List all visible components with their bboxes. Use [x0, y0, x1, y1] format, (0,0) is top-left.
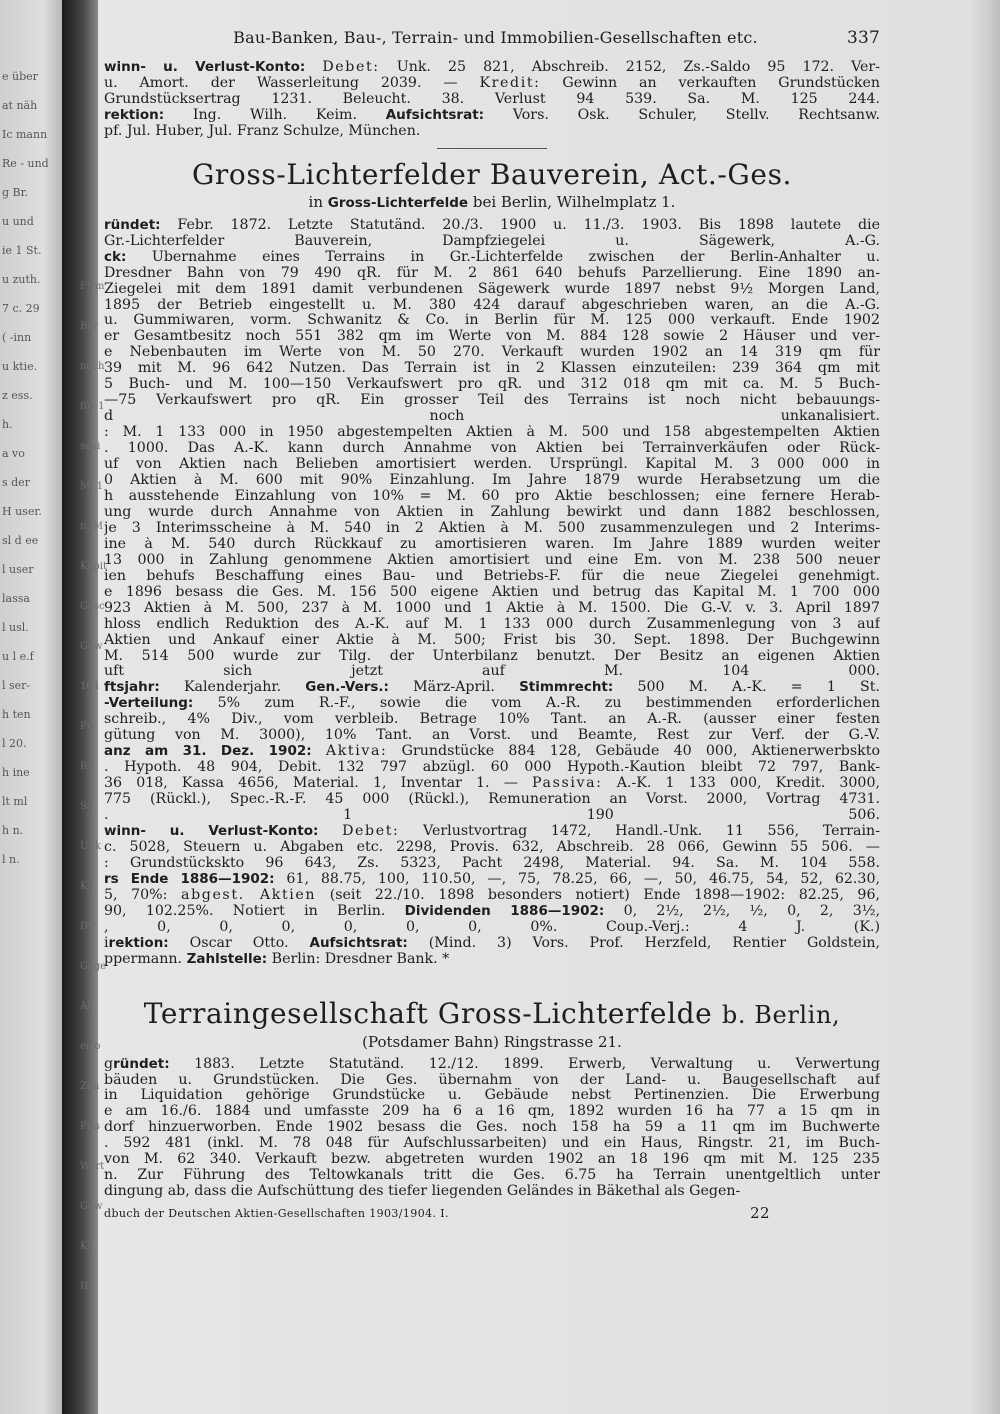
adjacent-page-fragment: g Br.: [2, 186, 29, 199]
entry-line: uft sich jetzt auf M. 104 000.: [104, 664, 880, 680]
margin-note: Dir.: [80, 921, 99, 932]
entry-line: irektion: Oscar Otto. Aufsichtsrat: (Mind. 3) Vors. Prof. Herzfeld, Rentier Goldstein,: [104, 935, 880, 951]
margin-note: 104: [80, 681, 100, 692]
entry-line: pf. Jul. Huber, Jul. Franz Schulze, München.: [104, 123, 421, 139]
adjacent-page-fragment: l n.: [2, 853, 20, 866]
entry-line: . Hypoth. 48 904, Debit. 132 797 abzügl. 60 000 Hypoth.-Kaution bleibt 72 797, Bank-: [104, 760, 880, 776]
adjacent-page-fragment: l 20.: [2, 737, 27, 750]
entry-line: 923 Aktien à M. 500, 237 à M. 1000 und 1 Aktie à M. 1500. Die G.-V. v. 3. April 1897: [104, 600, 880, 616]
margin-note: Pris: [80, 1121, 100, 1132]
document-page: [104, 30, 880, 1222]
adjacent-page-fragment: s der: [2, 476, 30, 489]
entry-line: M. 514 500 wurde zur Tilg. der Unterbilanz benutzt. Der Besitz an eigenen Aktien: [104, 648, 880, 664]
margin-note: Kapit: [80, 561, 108, 572]
entry-line: Ziegelei mit dem 1891 damit verbundenen Sägewerk wurde 1897 nebst 9½ Morgen Land,: [104, 281, 880, 297]
entry-line: —75 Verkaufswert pro qR. Ein grosser Teil des Terrains ist noch nicht bebauungs-: [104, 393, 880, 409]
entry-line: 5, 70%: abgest. Aktien (seit 22./10. 1898 besonders notiert) Ende 1898—1902: 82.25, 96,: [104, 887, 880, 903]
running-title: Bau-Banken, Bau-, Terrain- und Immobilien-Gesellschaften etc.: [233, 28, 758, 47]
entry-line: dorf hinzuerworben. Ende 1902 besass die Ges. noch 158 ha 59 a 11 qm im Buchwerte: [104, 1120, 880, 1136]
entry-line: bäuden u. Grundstücken. Die Ges. übernahm von der Land- u. Baugesellschaft auf: [104, 1072, 880, 1088]
margin-note: Gew: [80, 1201, 103, 1212]
entry-line: anz am 31. Dez. 1902: Aktiva: Grundstücke 884 128, Gebäude 40 000, Aktienerwerbskto: [104, 744, 880, 760]
margin-note: Ber: [80, 321, 99, 332]
entry-line: dingung ab, dass die Aufschüttung des tiefer liegenden Geländes in Bäkethal als Gegen-: [104, 1184, 741, 1200]
entry-line: : Grundstücksktо 96 643, Zs. 5323, Pacht 2498, Material. 94. Sa. M. 104 558.: [104, 855, 880, 871]
entry-line: : M. 1 133 000 in 1950 abgestempelten Aktien à M. 500 und 158 abgestempelten Aktien: [104, 425, 880, 441]
adjacent-page-fragment: l ser-: [2, 679, 31, 692]
previous-company-entry: [104, 60, 880, 140]
margin-note: M. 1: [80, 481, 103, 492]
adjacent-page-fragment: 7 c. 29: [2, 302, 40, 315]
margin-note: Pri: [80, 721, 95, 732]
company-entry-terraingesellschaft: [104, 1057, 880, 1201]
signature-mark: 22: [750, 1204, 770, 1223]
entry-line: h ausstehende Einzahlung von 10% = M. 60 pro Aktie beschlossen; eine fernere Herab-: [104, 488, 880, 504]
adjacent-page-fragment: h ten: [2, 708, 31, 721]
adjacent-page-fragment: z ess.: [2, 389, 33, 402]
entry-line: 775 (Rückl.), Spec.-R.-F. 45 000 (Rückl.), Remuneration an Vorst. 2000, Vortrag 4731.: [104, 792, 880, 808]
entry-line: , 0, 0, 0, 0, 0, 0, 0%. Coup.-Verj.: 4 J. (K.): [104, 919, 880, 935]
adjacent-page-fragment: lt ml: [2, 795, 28, 808]
adjacent-page-fragment: u und: [2, 215, 34, 228]
subtitle-place: Gross-Lichterfelde: [327, 194, 469, 211]
entry-line: 39 mit M. 96 642 Nutzen. Das Terrain ist in 2 Klassen einzuteilen: 239 364 qm mit: [104, 361, 880, 377]
entry-line: ppermann. Zahlstelle: Berlin: Dresdner Bank. *: [104, 951, 450, 967]
entry-line: rektion: Ing. Wilh. Keim. Aufsichtsrat: Vors. Osk. Schuler, Stellv. Rechtsanw.: [104, 107, 880, 123]
entry-line: je 3 Interimsscheine à M. 540 in 2 Aktien à M. 500 zusammenzulegen und 2 Interims-: [104, 520, 880, 536]
margin-note: Unk: [80, 841, 101, 852]
margin-note: Firm: [80, 281, 105, 292]
margin-note: Gege: [80, 961, 107, 972]
entry-line: Dresdner Bahn von 79 490 qR. für M. 2 861 640 behufs Parzellierung. Eine 1890 an-: [104, 265, 880, 281]
entry-line: von M. 62 340. Verkauft bezw. abgetreten wurden 1902 an 18 196 qm mit M. 125 235: [104, 1152, 880, 1168]
adjacent-page-fragment: sl d ee: [2, 534, 39, 547]
margin-note: Sa: [80, 801, 93, 812]
margin-note: Ak: [80, 1001, 94, 1012]
entry-line: hloss endlich Reduktion des A.-K. auf M. 1 133 000 durch Zusammenlegung von 3 auf: [104, 616, 880, 632]
margin-note: Ki: [80, 1241, 91, 1252]
entry-line: e 1896 besass die Ges. M. 156 500 eigene Aktien und betrug das Kapital M. 1 700 000: [104, 584, 880, 600]
margin-note: Kr: [80, 881, 93, 892]
page-number: 337: [846, 28, 880, 48]
company-title-suffix: b. Berlin,: [721, 1000, 841, 1029]
entry-line: c. 5028, Steuern u. Abgaben etc. 2298, Provis. 632, Abschreib. 28 066, Gewinn 55 506. —: [104, 839, 880, 855]
subtitle-address: bei Berlin, Wilhelmplatz 1.: [472, 192, 676, 211]
adjacent-page-fragment: lassa: [2, 592, 30, 605]
entry-line: -Verteilung: 5% zum R.-F., sowie die vom A.-R. zu bestimmenden erforderlichen: [104, 696, 880, 712]
margin-note: erfo: [80, 1041, 101, 1052]
entry-line: ftsjahr: Kalenderjahr. Gen.-Vers.: März-April. Stimmrecht: 500 M. A.-K. = 1 St.: [104, 680, 880, 696]
entry-line: schreib., 4% Div., vom verbleib. Betrage 10% Tant. an A.-R. (ausser einer festen: [104, 712, 880, 728]
entry-line: u. Amort. der Wasserleitung 2039. — Kredit: Gewinn an verkauften Grundstücken: [104, 75, 880, 91]
adjacent-page-fragment: h.: [2, 418, 13, 431]
entry-line: ründet: Febr. 1872. Letzte Statutänd. 20./3. 1900 u. 11./3. 1903. Bis 1898 lautete die: [104, 217, 880, 233]
entry-line: uf von Aktien nach Belieben amortisiert werden. Ursprüngl. Kapital M. 3 000 000 in: [104, 457, 880, 473]
margin-note: schi: [80, 441, 101, 452]
entry-line: gründet: 1883. Letzte Statutänd. 12./12. 1899. Erwerb, Verwaltung u. Verwertung: [104, 1056, 880, 1072]
entry-line: ck: Übernahme eines Terrains in Gr.-Lichterfelde zwischen der Berlin-Anhalter u.: [104, 249, 880, 265]
section-divider: [437, 148, 547, 149]
spacer: [104, 968, 880, 994]
entry-line: er Gesamtbesitz noch 551 382 qm im Werte von M. 884 128 sowie 2 Häuser und ver-: [104, 329, 880, 345]
adjacent-page-fragment: a vo: [2, 447, 25, 460]
entry-line: . 1 190 506.: [104, 808, 880, 824]
entry-line: winn- u. Verlust-Konto: Debet: Verlustvortrag 1472, Handl.-Unk. 11 556, Terrain-: [104, 823, 880, 839]
adjacent-page-fragment: l user: [2, 563, 34, 576]
entry-line: winn- u. Verlust-Konto: Debet: Unk. 25 821, Abschreib. 2152, Zs.-Saldo 95 172. Ver-: [104, 60, 880, 75]
adjacent-page-strip: [0, 0, 62, 1414]
subtitle-prefix: in: [308, 192, 324, 211]
margin-note: Wert: [80, 1161, 105, 1172]
adjacent-page-fragment: Re - und: [2, 157, 49, 170]
adjacent-page-fragment: Ic mann: [2, 128, 48, 141]
adjacent-page-fragment: h n.: [2, 824, 24, 837]
adjacent-page-fragment: u l e.f: [2, 650, 34, 663]
company-subtitle-2: (Potsdamer Bahn) Ringstrasse 21.: [362, 1032, 622, 1051]
margin-note: II: [80, 1281, 88, 1292]
entry-line: . 1000. Das A.-K. kann durch Annahme von Aktien bei Terrainverkäufen oder Rück-: [104, 441, 880, 457]
entry-line: n. Zur Führung des Teltowkanals tritt die Ges. 6.75 ha Terrain unentgeltlich unter: [104, 1168, 880, 1184]
running-header: [104, 30, 880, 60]
entry-line: 13 000 in Zahlung genommene Aktien amortisiert und eine Em. von M. 238 500 neuer: [104, 552, 880, 568]
entry-line: in Liquidation gehörige Grundstücke u. Gebäude nebst Pertinenzien. Die Erwerbung: [104, 1088, 880, 1104]
adjacent-page-fragment: H user.: [2, 505, 42, 518]
entry-line: e Nebenbauten im Werte von M. 50 270. Verkauft wurden 1902 an 14 319 qm für: [104, 345, 880, 361]
entry-line: 0 Aktien à M. 600 mit 90% Einzahlung. Im Jahre 1879 wurde Herabsetzung um die: [104, 473, 880, 489]
adjacent-page-fragment: u ktie.: [2, 360, 38, 373]
entry-line: . 592 481 (inkl. M. 78 048 für Aufschlussarbeiten) und ein Haus, Ringstr. 21, im Buch-: [104, 1136, 880, 1152]
entry-line: Aktien und Ankauf einer Aktie à M. 500; Frist bis 30. Sept. 1898. Der Buchgewinn: [104, 632, 880, 648]
page-footer: [104, 1206, 880, 1222]
company-title-gross-lichterfelder-bauverein: Gross-Lichterfelder Bauverein, Act.-Ges.: [191, 157, 793, 191]
entry-line: 5 Buch- und M. 100—150 Verkaufswert pro qR. und 312 018 qm mit ca. M. 5 Buch-: [104, 377, 880, 393]
adjacent-page-fragment: at näh: [2, 99, 38, 112]
entry-line: rs Ende 1886—1902: 61, 88.75, 100, 110.50, —, 75, 78.25, 66, —, 50, 46.75, 54, 52, 62.30,: [104, 871, 880, 887]
margin-note: Gesc: [80, 601, 105, 612]
footer-source: dbuch der Deutschen Aktien-Gesellschaften 1903/1904. I.: [104, 1207, 449, 1221]
entry-line: gütung von M. 3000), 10% Tant. an Vorst. und Beamte, Rest zur Verf. der G.-V.: [104, 728, 880, 744]
entry-line: ien behufs Beschaffung eines Bau- und Betriebs-F. für die neue Ziegelei genehmigt.: [104, 568, 880, 584]
company-title-terraingesellschaft: [104, 998, 880, 1031]
entry-line: u. Gummiwaren, vorm. Schwanitz & Co. in Berlin für M. 125 000 verkauft. Ende 1902: [104, 313, 880, 329]
margin-note: Zeh: [80, 1081, 100, 1092]
margin-note: R-I: [80, 761, 95, 772]
margin-note: nach: [80, 361, 105, 372]
entry-line: Grundstücksertrag 1231. Beleucht. 38. Verlust 94 539. Sa. M. 125 244.: [104, 91, 880, 107]
adjacent-page-fragment: u zuth.: [2, 273, 41, 286]
company-subtitle: [104, 193, 880, 212]
entry-line: Gr.-Lichterfelder Bauverein, Dampfziegelei u. Sägewerk, A.-G.: [104, 233, 880, 249]
margin-note: Gew: [80, 641, 103, 652]
entry-line: 1895 der Betrieb eingestellt u. M. 380 424 darauf abgeschrieben waren, an die A.-G.: [104, 297, 880, 313]
adjacent-page-fragment: e über: [2, 70, 38, 83]
entry-line: 90, 102.25%. Notiert in Berlin. Dividenden 1886—1902: 0, 2½, 2½, ½, 0, 2, 3½,: [104, 903, 880, 919]
entry-line: ung wurde durch Annahme von Aktien in Zahlung bewirkt und dann 1882 beschlossen,: [104, 504, 880, 520]
entry-line: e am 16./6. 1884 und umfasste 209 ha 6 a 16 qm, 1892 wurden 16 ha 77 a 15 qm in: [104, 1104, 880, 1120]
margin-note: für 1: [80, 401, 105, 412]
adjacent-page-fragment: h ine: [2, 766, 30, 779]
entry-line: ine à M. 540 durch Rückkauf zu amortisieren waren. Im Jahre 1889 wurden weiter: [104, 536, 880, 552]
adjacent-page-fragment: ie 1 St.: [2, 244, 42, 257]
company-title-main: Terraingesellschaft Gross-Lichterfelde: [143, 996, 713, 1030]
entry-line: 36 018, Kassa 4656, Material. 1, Inventar 1. — Passiva: A.-K. 1 133 000, Kredit. 3000,: [104, 776, 880, 792]
adjacent-page-fragment: l usl.: [2, 621, 29, 634]
entry-line: d noch unkanalisiert.: [104, 409, 880, 425]
page-edge: [968, 0, 1000, 1414]
adjacent-page-fragment: ( -inn: [2, 331, 32, 344]
margin-note: n. M: [80, 521, 104, 532]
company-entry-gross-lichterfelder-bauverein: [104, 218, 880, 968]
